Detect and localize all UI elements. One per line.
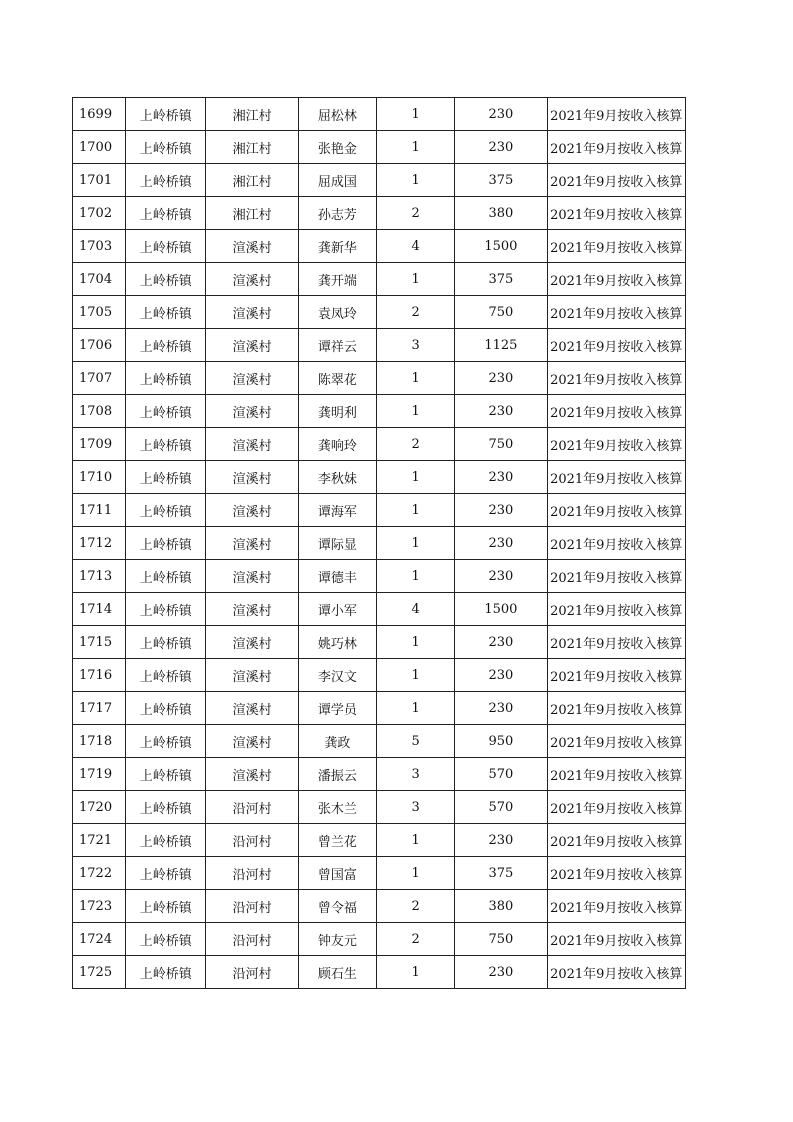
village-cell: 渲溪村 [206, 428, 298, 461]
town-cell: 上岭桥镇 [126, 494, 206, 527]
household-size-cell: 5 [376, 725, 454, 758]
town-cell: 上岭桥镇 [126, 890, 206, 923]
village-cell: 渲溪村 [206, 494, 298, 527]
amount-cell: 570 [455, 758, 547, 791]
note-cell: 2021年9月按收入核算 [547, 791, 685, 824]
table-row [73, 857, 686, 890]
row-number-cell: 1716 [73, 659, 126, 692]
town-cell: 上岭桥镇 [126, 824, 206, 857]
name-cell: 谭小军 [298, 593, 376, 626]
records-table-body [73, 98, 686, 989]
household-size-cell: 1 [376, 494, 454, 527]
amount-cell: 375 [455, 164, 547, 197]
table-row [73, 164, 686, 197]
row-number-cell: 1708 [73, 395, 126, 428]
note-cell: 2021年9月按收入核算 [547, 164, 685, 197]
town-cell: 上岭桥镇 [126, 98, 206, 131]
note-cell: 2021年9月按收入核算 [547, 890, 685, 923]
name-cell: 袁凤玲 [298, 296, 376, 329]
village-cell: 渲溪村 [206, 593, 298, 626]
household-size-cell: 4 [376, 593, 454, 626]
note-cell: 2021年9月按收入核算 [547, 626, 685, 659]
note-cell: 2021年9月按收入核算 [547, 923, 685, 956]
village-cell: 渲溪村 [206, 626, 298, 659]
amount-cell: 380 [455, 197, 547, 230]
village-cell: 渲溪村 [206, 230, 298, 263]
row-number-cell: 1712 [73, 527, 126, 560]
village-cell: 渲溪村 [206, 659, 298, 692]
table-row [73, 329, 686, 362]
row-number-cell: 1719 [73, 758, 126, 791]
town-cell: 上岭桥镇 [126, 659, 206, 692]
village-cell: 渲溪村 [206, 758, 298, 791]
table-row [73, 428, 686, 461]
note-cell: 2021年9月按收入核算 [547, 395, 685, 428]
household-size-cell: 2 [376, 428, 454, 461]
note-cell: 2021年9月按收入核算 [547, 560, 685, 593]
note-cell: 2021年9月按收入核算 [547, 593, 685, 626]
row-number-cell: 1699 [73, 98, 126, 131]
town-cell: 上岭桥镇 [126, 263, 206, 296]
village-cell: 湘江村 [206, 164, 298, 197]
amount-cell: 750 [455, 428, 547, 461]
note-cell: 2021年9月按收入核算 [547, 329, 685, 362]
row-number-cell: 1702 [73, 197, 126, 230]
amount-cell: 230 [455, 131, 547, 164]
household-size-cell: 1 [376, 956, 454, 989]
town-cell: 上岭桥镇 [126, 791, 206, 824]
village-cell: 沿河村 [206, 791, 298, 824]
row-number-cell: 1704 [73, 263, 126, 296]
amount-cell: 230 [455, 692, 547, 725]
town-cell: 上岭桥镇 [126, 857, 206, 890]
name-cell: 龚新华 [298, 230, 376, 263]
village-cell: 沿河村 [206, 923, 298, 956]
name-cell: 顾石生 [298, 956, 376, 989]
table-row [73, 758, 686, 791]
table-row [73, 956, 686, 989]
table-row [73, 527, 686, 560]
village-cell: 沿河村 [206, 824, 298, 857]
table-row [73, 197, 686, 230]
household-size-cell: 1 [376, 560, 454, 593]
household-size-cell: 1 [376, 164, 454, 197]
row-number-cell: 1711 [73, 494, 126, 527]
name-cell: 屈成国 [298, 164, 376, 197]
town-cell: 上岭桥镇 [126, 923, 206, 956]
row-number-cell: 1710 [73, 461, 126, 494]
records-table [72, 97, 686, 989]
household-size-cell: 4 [376, 230, 454, 263]
household-size-cell: 2 [376, 923, 454, 956]
name-cell: 陈翠花 [298, 362, 376, 395]
table-row [73, 626, 686, 659]
household-size-cell: 1 [376, 98, 454, 131]
row-number-cell: 1703 [73, 230, 126, 263]
row-number-cell: 1724 [73, 923, 126, 956]
household-size-cell: 1 [376, 461, 454, 494]
note-cell: 2021年9月按收入核算 [547, 428, 685, 461]
table-row [73, 263, 686, 296]
amount-cell: 230 [455, 527, 547, 560]
table-row [73, 791, 686, 824]
row-number-cell: 1721 [73, 824, 126, 857]
town-cell: 上岭桥镇 [126, 758, 206, 791]
amount-cell: 230 [455, 395, 547, 428]
amount-cell: 375 [455, 263, 547, 296]
name-cell: 姚巧林 [298, 626, 376, 659]
table-row [73, 494, 686, 527]
village-cell: 湘江村 [206, 98, 298, 131]
name-cell: 张木兰 [298, 791, 376, 824]
note-cell: 2021年9月按收入核算 [547, 824, 685, 857]
row-number-cell: 1725 [73, 956, 126, 989]
amount-cell: 230 [455, 362, 547, 395]
note-cell: 2021年9月按收入核算 [547, 725, 685, 758]
village-cell: 渲溪村 [206, 395, 298, 428]
note-cell: 2021年9月按收入核算 [547, 956, 685, 989]
village-cell: 渲溪村 [206, 263, 298, 296]
table-row [73, 923, 686, 956]
household-size-cell: 3 [376, 329, 454, 362]
name-cell: 谭祥云 [298, 329, 376, 362]
village-cell: 渲溪村 [206, 560, 298, 593]
village-cell: 渲溪村 [206, 329, 298, 362]
household-size-cell: 1 [376, 626, 454, 659]
name-cell: 孙志芳 [298, 197, 376, 230]
note-cell: 2021年9月按收入核算 [547, 461, 685, 494]
table-row [73, 362, 686, 395]
table-row [73, 725, 686, 758]
town-cell: 上岭桥镇 [126, 527, 206, 560]
row-number-cell: 1705 [73, 296, 126, 329]
town-cell: 上岭桥镇 [126, 428, 206, 461]
village-cell: 沿河村 [206, 956, 298, 989]
village-cell: 沿河村 [206, 890, 298, 923]
name-cell: 谭海军 [298, 494, 376, 527]
name-cell: 谭德丰 [298, 560, 376, 593]
name-cell: 谭际显 [298, 527, 376, 560]
table-row [73, 659, 686, 692]
row-number-cell: 1720 [73, 791, 126, 824]
row-number-cell: 1717 [73, 692, 126, 725]
amount-cell: 1125 [455, 329, 547, 362]
household-size-cell: 3 [376, 791, 454, 824]
town-cell: 上岭桥镇 [126, 560, 206, 593]
amount-cell: 570 [455, 791, 547, 824]
household-size-cell: 1 [376, 692, 454, 725]
household-size-cell: 1 [376, 362, 454, 395]
name-cell: 屈松林 [298, 98, 376, 131]
village-cell: 渲溪村 [206, 725, 298, 758]
amount-cell: 230 [455, 98, 547, 131]
row-number-cell: 1723 [73, 890, 126, 923]
town-cell: 上岭桥镇 [126, 725, 206, 758]
village-cell: 渲溪村 [206, 362, 298, 395]
amount-cell: 750 [455, 923, 547, 956]
amount-cell: 230 [455, 494, 547, 527]
name-cell: 曾令福 [298, 890, 376, 923]
amount-cell: 380 [455, 890, 547, 923]
table-row [73, 890, 686, 923]
note-cell: 2021年9月按收入核算 [547, 230, 685, 263]
name-cell: 钟友元 [298, 923, 376, 956]
household-size-cell: 3 [376, 758, 454, 791]
note-cell: 2021年9月按收入核算 [547, 494, 685, 527]
table-row [73, 395, 686, 428]
row-number-cell: 1715 [73, 626, 126, 659]
table-row [73, 593, 686, 626]
name-cell: 龚响玲 [298, 428, 376, 461]
town-cell: 上岭桥镇 [126, 131, 206, 164]
amount-cell: 750 [455, 296, 547, 329]
village-cell: 渲溪村 [206, 527, 298, 560]
town-cell: 上岭桥镇 [126, 329, 206, 362]
amount-cell: 375 [455, 857, 547, 890]
amount-cell: 230 [455, 956, 547, 989]
household-size-cell: 1 [376, 659, 454, 692]
table-row [73, 131, 686, 164]
table-row [73, 230, 686, 263]
name-cell: 龚明利 [298, 395, 376, 428]
note-cell: 2021年9月按收入核算 [547, 362, 685, 395]
note-cell: 2021年9月按收入核算 [547, 857, 685, 890]
row-number-cell: 1713 [73, 560, 126, 593]
table-row [73, 692, 686, 725]
household-size-cell: 2 [376, 197, 454, 230]
note-cell: 2021年9月按收入核算 [547, 692, 685, 725]
household-size-cell: 1 [376, 263, 454, 296]
town-cell: 上岭桥镇 [126, 626, 206, 659]
household-size-cell: 1 [376, 527, 454, 560]
table-row [73, 98, 686, 131]
row-number-cell: 1714 [73, 593, 126, 626]
name-cell: 李秋妹 [298, 461, 376, 494]
note-cell: 2021年9月按收入核算 [547, 98, 685, 131]
row-number-cell: 1722 [73, 857, 126, 890]
table-row [73, 560, 686, 593]
row-number-cell: 1701 [73, 164, 126, 197]
household-size-cell: 1 [376, 131, 454, 164]
amount-cell: 950 [455, 725, 547, 758]
household-size-cell: 2 [376, 890, 454, 923]
household-size-cell: 1 [376, 824, 454, 857]
name-cell: 龚开端 [298, 263, 376, 296]
amount-cell: 230 [455, 560, 547, 593]
name-cell: 潘振云 [298, 758, 376, 791]
town-cell: 上岭桥镇 [126, 230, 206, 263]
table-row [73, 461, 686, 494]
row-number-cell: 1707 [73, 362, 126, 395]
note-cell: 2021年9月按收入核算 [547, 296, 685, 329]
name-cell: 谭学员 [298, 692, 376, 725]
town-cell: 上岭桥镇 [126, 197, 206, 230]
town-cell: 上岭桥镇 [126, 395, 206, 428]
town-cell: 上岭桥镇 [126, 956, 206, 989]
note-cell: 2021年9月按收入核算 [547, 263, 685, 296]
note-cell: 2021年9月按收入核算 [547, 131, 685, 164]
village-cell: 渲溪村 [206, 296, 298, 329]
name-cell: 曾兰花 [298, 824, 376, 857]
name-cell: 李汉文 [298, 659, 376, 692]
town-cell: 上岭桥镇 [126, 692, 206, 725]
note-cell: 2021年9月按收入核算 [547, 659, 685, 692]
note-cell: 2021年9月按收入核算 [547, 758, 685, 791]
name-cell: 曾国富 [298, 857, 376, 890]
note-cell: 2021年9月按收入核算 [547, 197, 685, 230]
amount-cell: 230 [455, 461, 547, 494]
name-cell: 龚政 [298, 725, 376, 758]
amount-cell: 1500 [455, 593, 547, 626]
row-number-cell: 1700 [73, 131, 126, 164]
village-cell: 湘江村 [206, 197, 298, 230]
row-number-cell: 1709 [73, 428, 126, 461]
household-size-cell: 1 [376, 395, 454, 428]
household-size-cell: 2 [376, 296, 454, 329]
amount-cell: 230 [455, 659, 547, 692]
town-cell: 上岭桥镇 [126, 362, 206, 395]
town-cell: 上岭桥镇 [126, 164, 206, 197]
table-row [73, 824, 686, 857]
town-cell: 上岭桥镇 [126, 461, 206, 494]
amount-cell: 1500 [455, 230, 547, 263]
village-cell: 湘江村 [206, 131, 298, 164]
name-cell: 张艳金 [298, 131, 376, 164]
village-cell: 沿河村 [206, 857, 298, 890]
row-number-cell: 1718 [73, 725, 126, 758]
household-size-cell: 1 [376, 857, 454, 890]
table-row [73, 296, 686, 329]
amount-cell: 230 [455, 626, 547, 659]
town-cell: 上岭桥镇 [126, 296, 206, 329]
town-cell: 上岭桥镇 [126, 593, 206, 626]
note-cell: 2021年9月按收入核算 [547, 527, 685, 560]
village-cell: 渲溪村 [206, 461, 298, 494]
village-cell: 渲溪村 [206, 692, 298, 725]
amount-cell: 230 [455, 824, 547, 857]
row-number-cell: 1706 [73, 329, 126, 362]
